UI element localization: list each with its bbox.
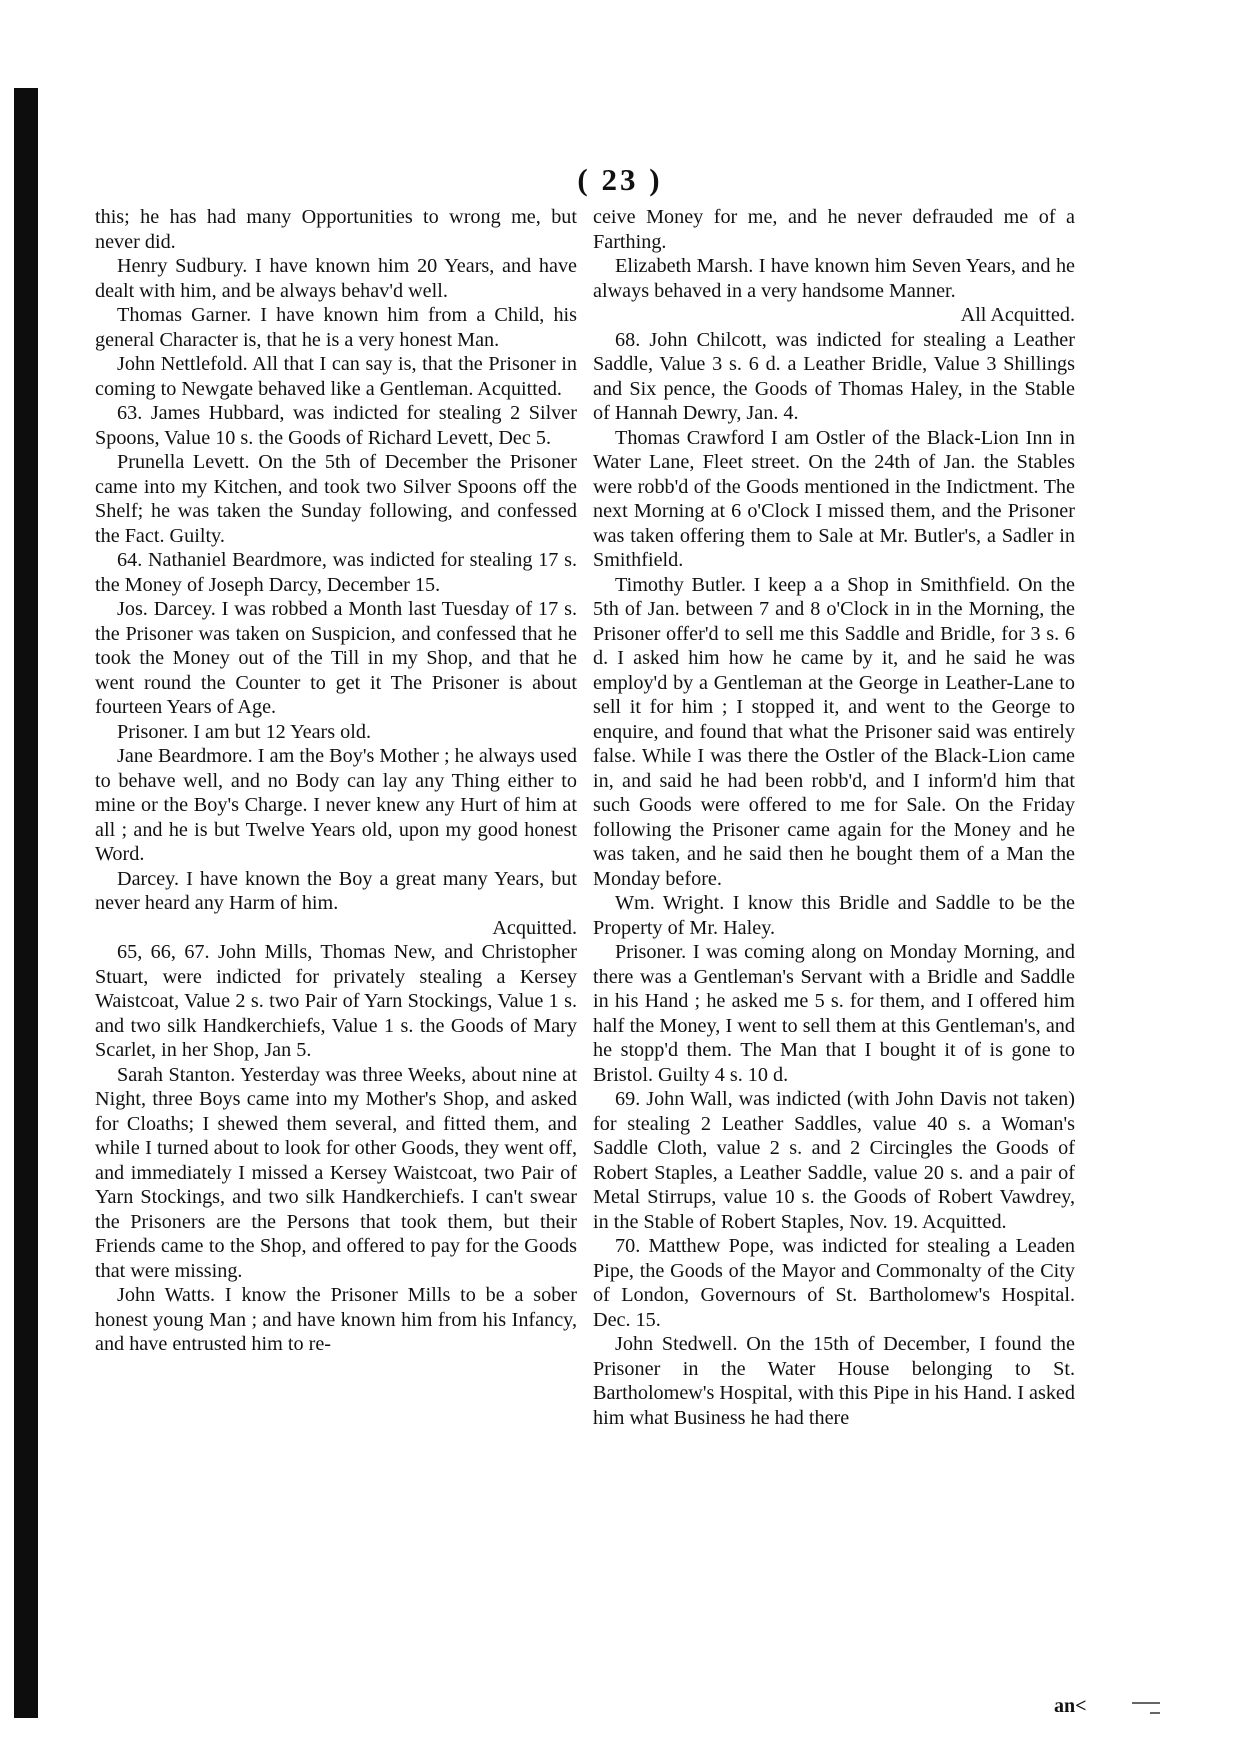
catchword: an< xyxy=(1054,1695,1087,1717)
paragraph: this; he has had many Opportunities to wrong me, but never did. xyxy=(95,206,577,253)
paragraph: 65, 66, 67. John Mills, Thomas New, and Christopher Stuart, were indicted for privately stealing a Kersey Waistcoat, Value 2 s. two Pair of Yarn Stockings, Value 1 s. and two silk Handkerchiefs, Value 1 s. the Goods of Mary Scarlet, in her Shop, Jan 5. xyxy=(95,941,577,1061)
paragraph: Sarah Stanton. Yesterday was three Weeks, about nine at Night, three Boys came into my Mother's Shop, and asked for Cloaths; I shewed them several, and fitted them, and while I turned about to look for other Goods, they went off, and immediately I missed a Kersey Waistcoat, two Pair of Yarn Stockings, and two silk Handkerchiefs. I can't swear the Prisoners are the Persons that took them, but their Friends came to the Shop, and offered to pay for the Goods that were missing. xyxy=(95,1063,577,1282)
right-column xyxy=(593,205,1075,1430)
paragraph: Jos. Darcey. I was robbed a Month last Tuesday of 17 s. the Prisoner was taken on Suspicion, and confessed that he took the Money out of the Till in my Shop, and that he went round the Counter to get it The Prisoner is about fourteen Years of Age. xyxy=(95,598,577,718)
paragraph: Acquitted. xyxy=(492,916,577,939)
paragraph: John Watts. I know the Prisoner Mills to be a sober honest young Man ; and have known him from his Infancy, and have entrusted him to re- xyxy=(95,1284,577,1355)
page-number: ( 23 ) xyxy=(577,162,663,197)
paragraph: Henry Sudbury. I have known him 20 Years, and have dealt with him, and be always behav'd well. xyxy=(95,255,577,302)
paragraph: Timothy Butler. I keep a a Shop in Smithfield. On the 5th of Jan. between 7 and 8 o'Clock in in the Morning, the Prisoner offer'd to sell me this Saddle and Bridle, for 3 s. 6 d. I asked him how he came by it, and he said he was employ'd by a Gentleman at the George in Leather-Lane to sell it for him ; I stopped it, and went to the George to enquire, and found that what the Prisoner said was entirely false. While I was there the Ostler of the Black-Lion came in, and said he had been robb'd, and I inform'd him that such Goods were offered to me for Sale. On the Friday following the Prisoner came again for the Money and he was taken, and he said then he bought them of a Man the Monday before. xyxy=(593,573,1075,890)
paragraph: 64. Nathaniel Beardmore, was indicted for stealing 17 s. the Money of Joseph Darcy, December 15. xyxy=(95,549,577,596)
paragraph: Jane Beardmore. I am the Boy's Mother ; he always used to behave well, and no Body can lay any Thing either to mine or the Boy's Charge. I never knew any Hurt of him at all ; and he is but Twelve Years old, upon my good honest Word. xyxy=(95,745,577,865)
paragraph: All Acquitted. xyxy=(960,304,1075,326)
paragraph: 63. James Hubbard, was indicted for stealing 2 Silver Spoons, Value 10 s. the Goods of Richard Levett, Dec 5. xyxy=(95,402,577,449)
paragraph: Prisoner. I was coming along on Monday Morning, and there was a Gentleman's Servant with a Bridle and Saddle in his Hand ; he asked me 5 s. for them, and I offered him half the Money, I went to sell them at this Gentleman's, and he stopp'd them. The Man that I bought it of is gone to Bristol. Guilty 4 s. 10 d. xyxy=(593,941,1075,1086)
left-column xyxy=(95,205,577,1357)
page-binding-shadow xyxy=(14,88,38,1718)
paragraph: Thomas Garner. I have known him from a Child, his general Character is, that he is a very honest Man. xyxy=(95,304,577,351)
paragraph: John Stedwell. On the 15th of December, I found the Prisoner in the Water House belonging to St. Bartholomew's Hospital, with this Pipe in his Hand. I asked him what Business he had there xyxy=(593,1333,1075,1429)
paragraph: ceive Money for me, and he never defrauded me of a Farthing. xyxy=(593,206,1075,253)
paragraph: Prisoner. I am but 12 Years old. xyxy=(117,720,372,743)
print-speck xyxy=(1150,1712,1160,1714)
paragraph: 69. John Wall, was indicted (with John Davis not taken) for stealing 2 Leather Saddles, value 40 s. a Woman's Saddle Cloth, value 2 s. and 2 Circingles the Goods of Robert Staples, a Leather Saddle, value 20 s. and a pair of Metal Stirrups, value 10 s. the Goods of Robert Vawdrey, in the Stable of Robert Staples, Nov. 19. Acquitted. xyxy=(593,1088,1075,1233)
paragraph: Elizabeth Marsh. I have known him Seven Years, and he always behaved in a very handsome Manner. xyxy=(593,255,1075,302)
paragraph: John Nettlefold. All that I can say is, that the Prisoner in coming to Newgate behaved like a Gentleman. Acquitted. xyxy=(95,353,577,400)
paragraph: Prunella Levett. On the 5th of December the Prisoner came into my Kitchen, and took two Silver Spoons off the Shelf; he was taken the Sunday following, and confessed the Fact. Guilty. xyxy=(95,451,577,547)
paragraph: 70. Matthew Pope, was indicted for stealing a Leaden Pipe, the Goods of the Mayor and Commonalty of the City of London, Governours of St. Bartholomew's Hospital. Dec. 15. xyxy=(593,1235,1075,1331)
print-speck xyxy=(1132,1702,1160,1704)
paragraph: 68. John Chilcott, was indicted for stealing a Leather Saddle, Value 3 s. 6 d. a Leather Bridle, Value 3 Shillings and Six pence, the Goods of Thomas Haley, in the Stable of Hannah Dewry, Jan. 4. xyxy=(593,328,1075,424)
paragraph: Thomas Crawford I am Ostler of the Black-Lion Inn in Water Lane, Fleet street. On the 24th of Jan. the Stables were robb'd of the Goods mentioned in the Indictment. The next Morning at 6 o'Clock I missed them, and the Prisoner was taken offering them to Sale at Mr. Butler's, a Sadler in Smithfield. xyxy=(593,426,1075,571)
paragraph: Wm. Wright. I know this Bridle and Saddle to be the Property of Mr. Haley. xyxy=(593,892,1075,939)
paragraph: Darcey. I have known the Boy a great many Years, but never heard any Harm of him. xyxy=(95,867,577,914)
